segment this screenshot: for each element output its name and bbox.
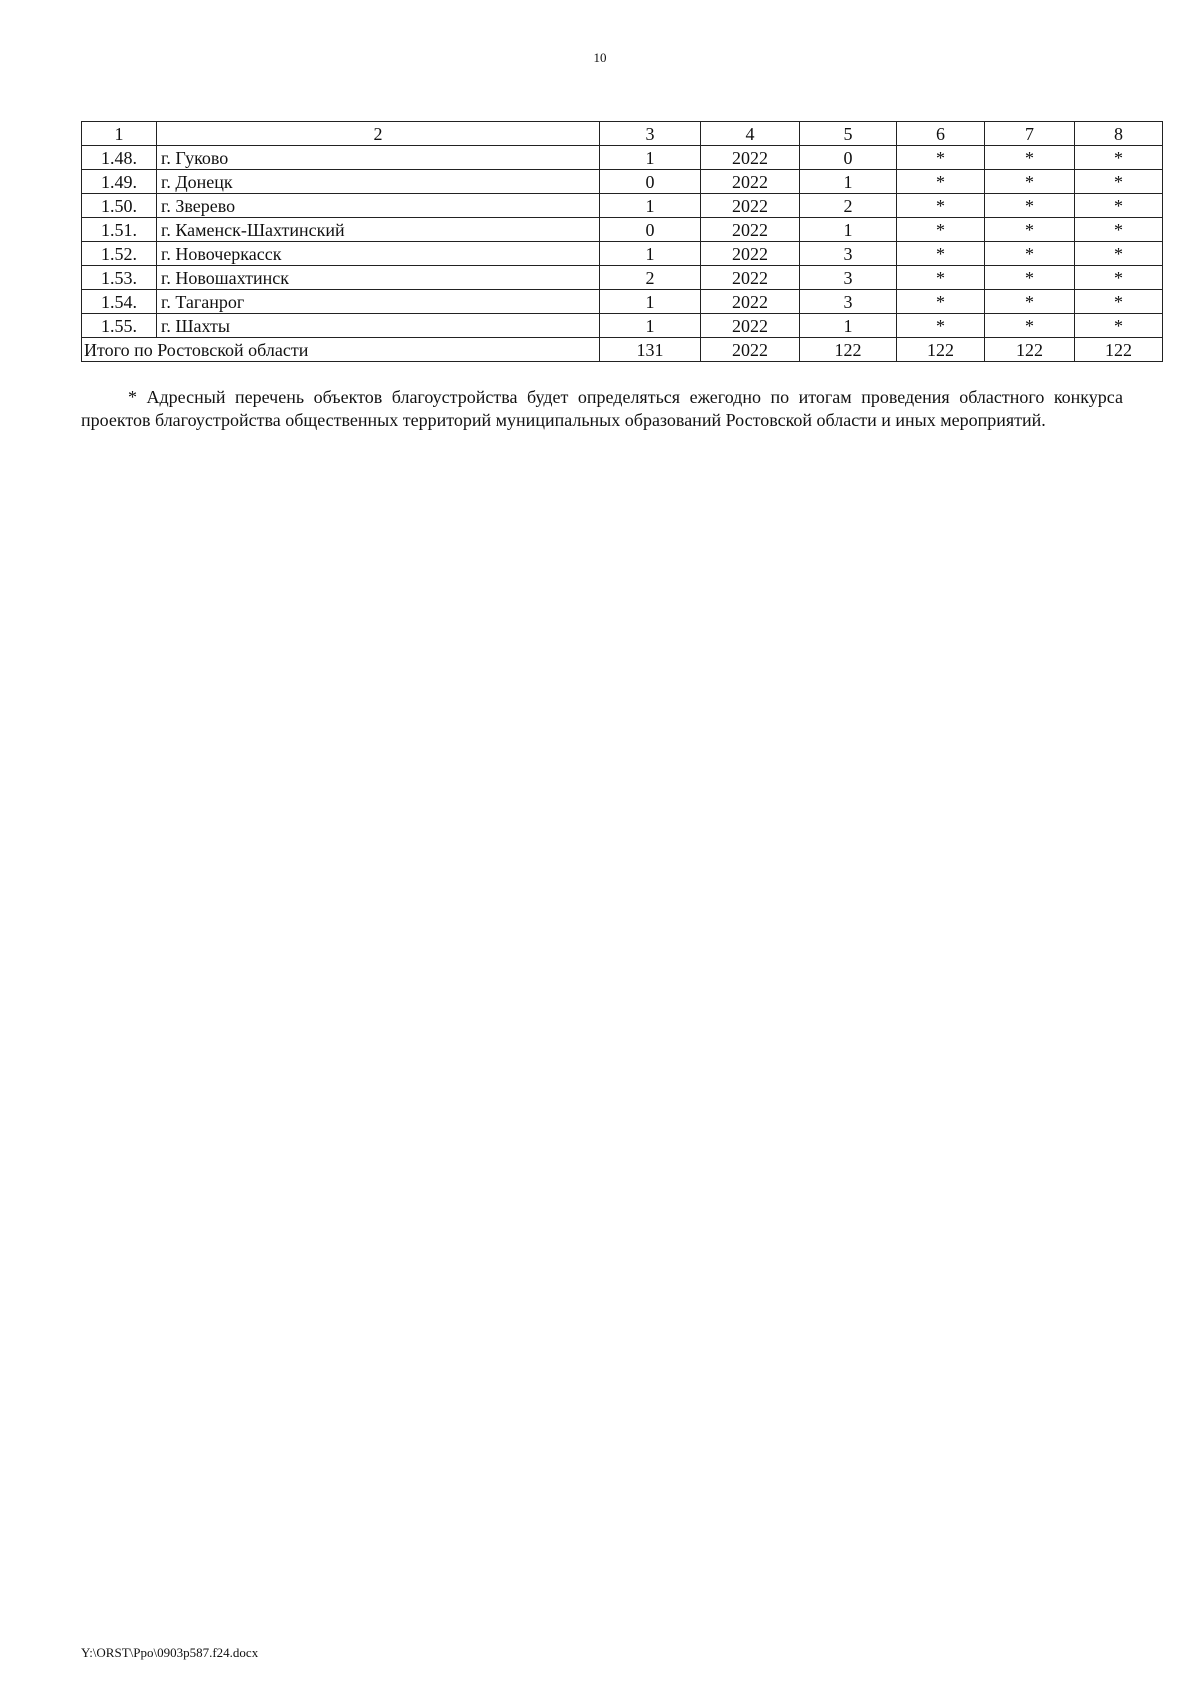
cell-col-6: * xyxy=(897,194,985,218)
cell-col-4: 2022 xyxy=(701,242,800,266)
cell-col-3: 1 xyxy=(600,146,701,170)
row-number: 1.53. xyxy=(82,266,157,290)
cell-col-5: 3 xyxy=(800,242,897,266)
total-col-3: 131 xyxy=(600,338,701,362)
cell-col-7: * xyxy=(985,218,1075,242)
total-col-5: 122 xyxy=(800,338,897,362)
cell-col-5: 3 xyxy=(800,290,897,314)
municipality-name: г. Донецк xyxy=(157,170,600,194)
cell-col-3: 0 xyxy=(600,218,701,242)
column-number-4: 4 xyxy=(701,122,800,146)
cell-col-7: * xyxy=(985,266,1075,290)
table-total-row xyxy=(82,338,1163,362)
total-col-6: 122 xyxy=(897,338,985,362)
cell-col-4: 2022 xyxy=(701,290,800,314)
cell-col-3: 2 xyxy=(600,266,701,290)
cell-col-7: * xyxy=(985,290,1075,314)
cell-col-3: 1 xyxy=(600,242,701,266)
row-number: 1.48. xyxy=(82,146,157,170)
total-col-4: 2022 xyxy=(701,338,800,362)
cell-col-6: * xyxy=(897,170,985,194)
cell-col-8: * xyxy=(1075,290,1163,314)
cell-col-6: * xyxy=(897,314,985,338)
column-number-3: 3 xyxy=(600,122,701,146)
cell-col-4: 2022 xyxy=(701,146,800,170)
total-col-7: 122 xyxy=(985,338,1075,362)
row-number: 1.51. xyxy=(82,218,157,242)
municipality-name: г. Таганрог xyxy=(157,290,600,314)
column-number-1: 1 xyxy=(82,122,157,146)
municipality-name: г. Гуково xyxy=(157,146,600,170)
cell-col-4: 2022 xyxy=(701,194,800,218)
municipality-name: г. Каменск-Шахтинский xyxy=(157,218,600,242)
page-number: 10 xyxy=(593,50,607,65)
table-row xyxy=(82,266,1163,290)
municipality-name: г. Зверево xyxy=(157,194,600,218)
column-number-8: 8 xyxy=(1075,122,1163,146)
table-row xyxy=(82,170,1163,194)
row-number: 1.52. xyxy=(82,242,157,266)
municipality-name: г. Новошахтинск xyxy=(157,266,600,290)
cell-col-6: * xyxy=(897,218,985,242)
cell-col-3: 1 xyxy=(600,290,701,314)
footnote: * Адресный перечень объектов благоустройства будет определяться ежегодно по итогам проведения областного конкурса проектов благоустройства общественных территорий муниципальных образований Ростовской области и иных мероприятий. xyxy=(81,387,1123,430)
table-row xyxy=(82,146,1163,170)
row-number: 1.50. xyxy=(82,194,157,218)
cell-col-7: * xyxy=(985,314,1075,338)
cell-col-8: * xyxy=(1075,314,1163,338)
row-number: 1.55. xyxy=(82,314,157,338)
cell-col-7: * xyxy=(985,194,1075,218)
column-number-6: 6 xyxy=(897,122,985,146)
total-col-8: 122 xyxy=(1075,338,1163,362)
cell-col-4: 2022 xyxy=(701,218,800,242)
column-number-5: 5 xyxy=(800,122,897,146)
cell-col-5: 1 xyxy=(800,218,897,242)
table-header-row xyxy=(82,122,1163,146)
column-number-7: 7 xyxy=(985,122,1075,146)
cell-col-8: * xyxy=(1075,218,1163,242)
table-row xyxy=(82,314,1163,338)
column-number-2: 2 xyxy=(157,122,600,146)
cell-col-7: * xyxy=(985,146,1075,170)
row-number: 1.54. xyxy=(82,290,157,314)
cell-col-6: * xyxy=(897,290,985,314)
table-row xyxy=(82,242,1163,266)
cell-col-3: 0 xyxy=(600,170,701,194)
row-number: 1.49. xyxy=(82,170,157,194)
cell-col-3: 1 xyxy=(600,194,701,218)
cell-col-6: * xyxy=(897,242,985,266)
footer-file-path: Y:\ORST\Ppo\0903p587.f24.docx xyxy=(81,1645,259,1660)
cell-col-8: * xyxy=(1075,242,1163,266)
cell-col-8: * xyxy=(1075,194,1163,218)
cell-col-8: * xyxy=(1075,146,1163,170)
cell-col-5: 0 xyxy=(800,146,897,170)
cell-col-6: * xyxy=(897,266,985,290)
cell-col-5: 1 xyxy=(800,314,897,338)
cell-col-7: * xyxy=(985,170,1075,194)
municipality-name: г. Шахты xyxy=(157,314,600,338)
total-label: Итого по Ростовской области xyxy=(82,338,600,362)
cell-col-8: * xyxy=(1075,170,1163,194)
cell-col-5: 1 xyxy=(800,170,897,194)
municipality-name: г. Новочеркасск xyxy=(157,242,600,266)
table-row xyxy=(82,290,1163,314)
cell-col-7: * xyxy=(985,242,1075,266)
data-table xyxy=(81,121,1163,362)
cell-col-5: 3 xyxy=(800,266,897,290)
table-row xyxy=(82,218,1163,242)
cell-col-4: 2022 xyxy=(701,170,800,194)
cell-col-8: * xyxy=(1075,266,1163,290)
cell-col-6: * xyxy=(897,146,985,170)
cell-col-3: 1 xyxy=(600,314,701,338)
table-row xyxy=(82,194,1163,218)
cell-col-4: 2022 xyxy=(701,266,800,290)
cell-col-4: 2022 xyxy=(701,314,800,338)
cell-col-5: 2 xyxy=(800,194,897,218)
